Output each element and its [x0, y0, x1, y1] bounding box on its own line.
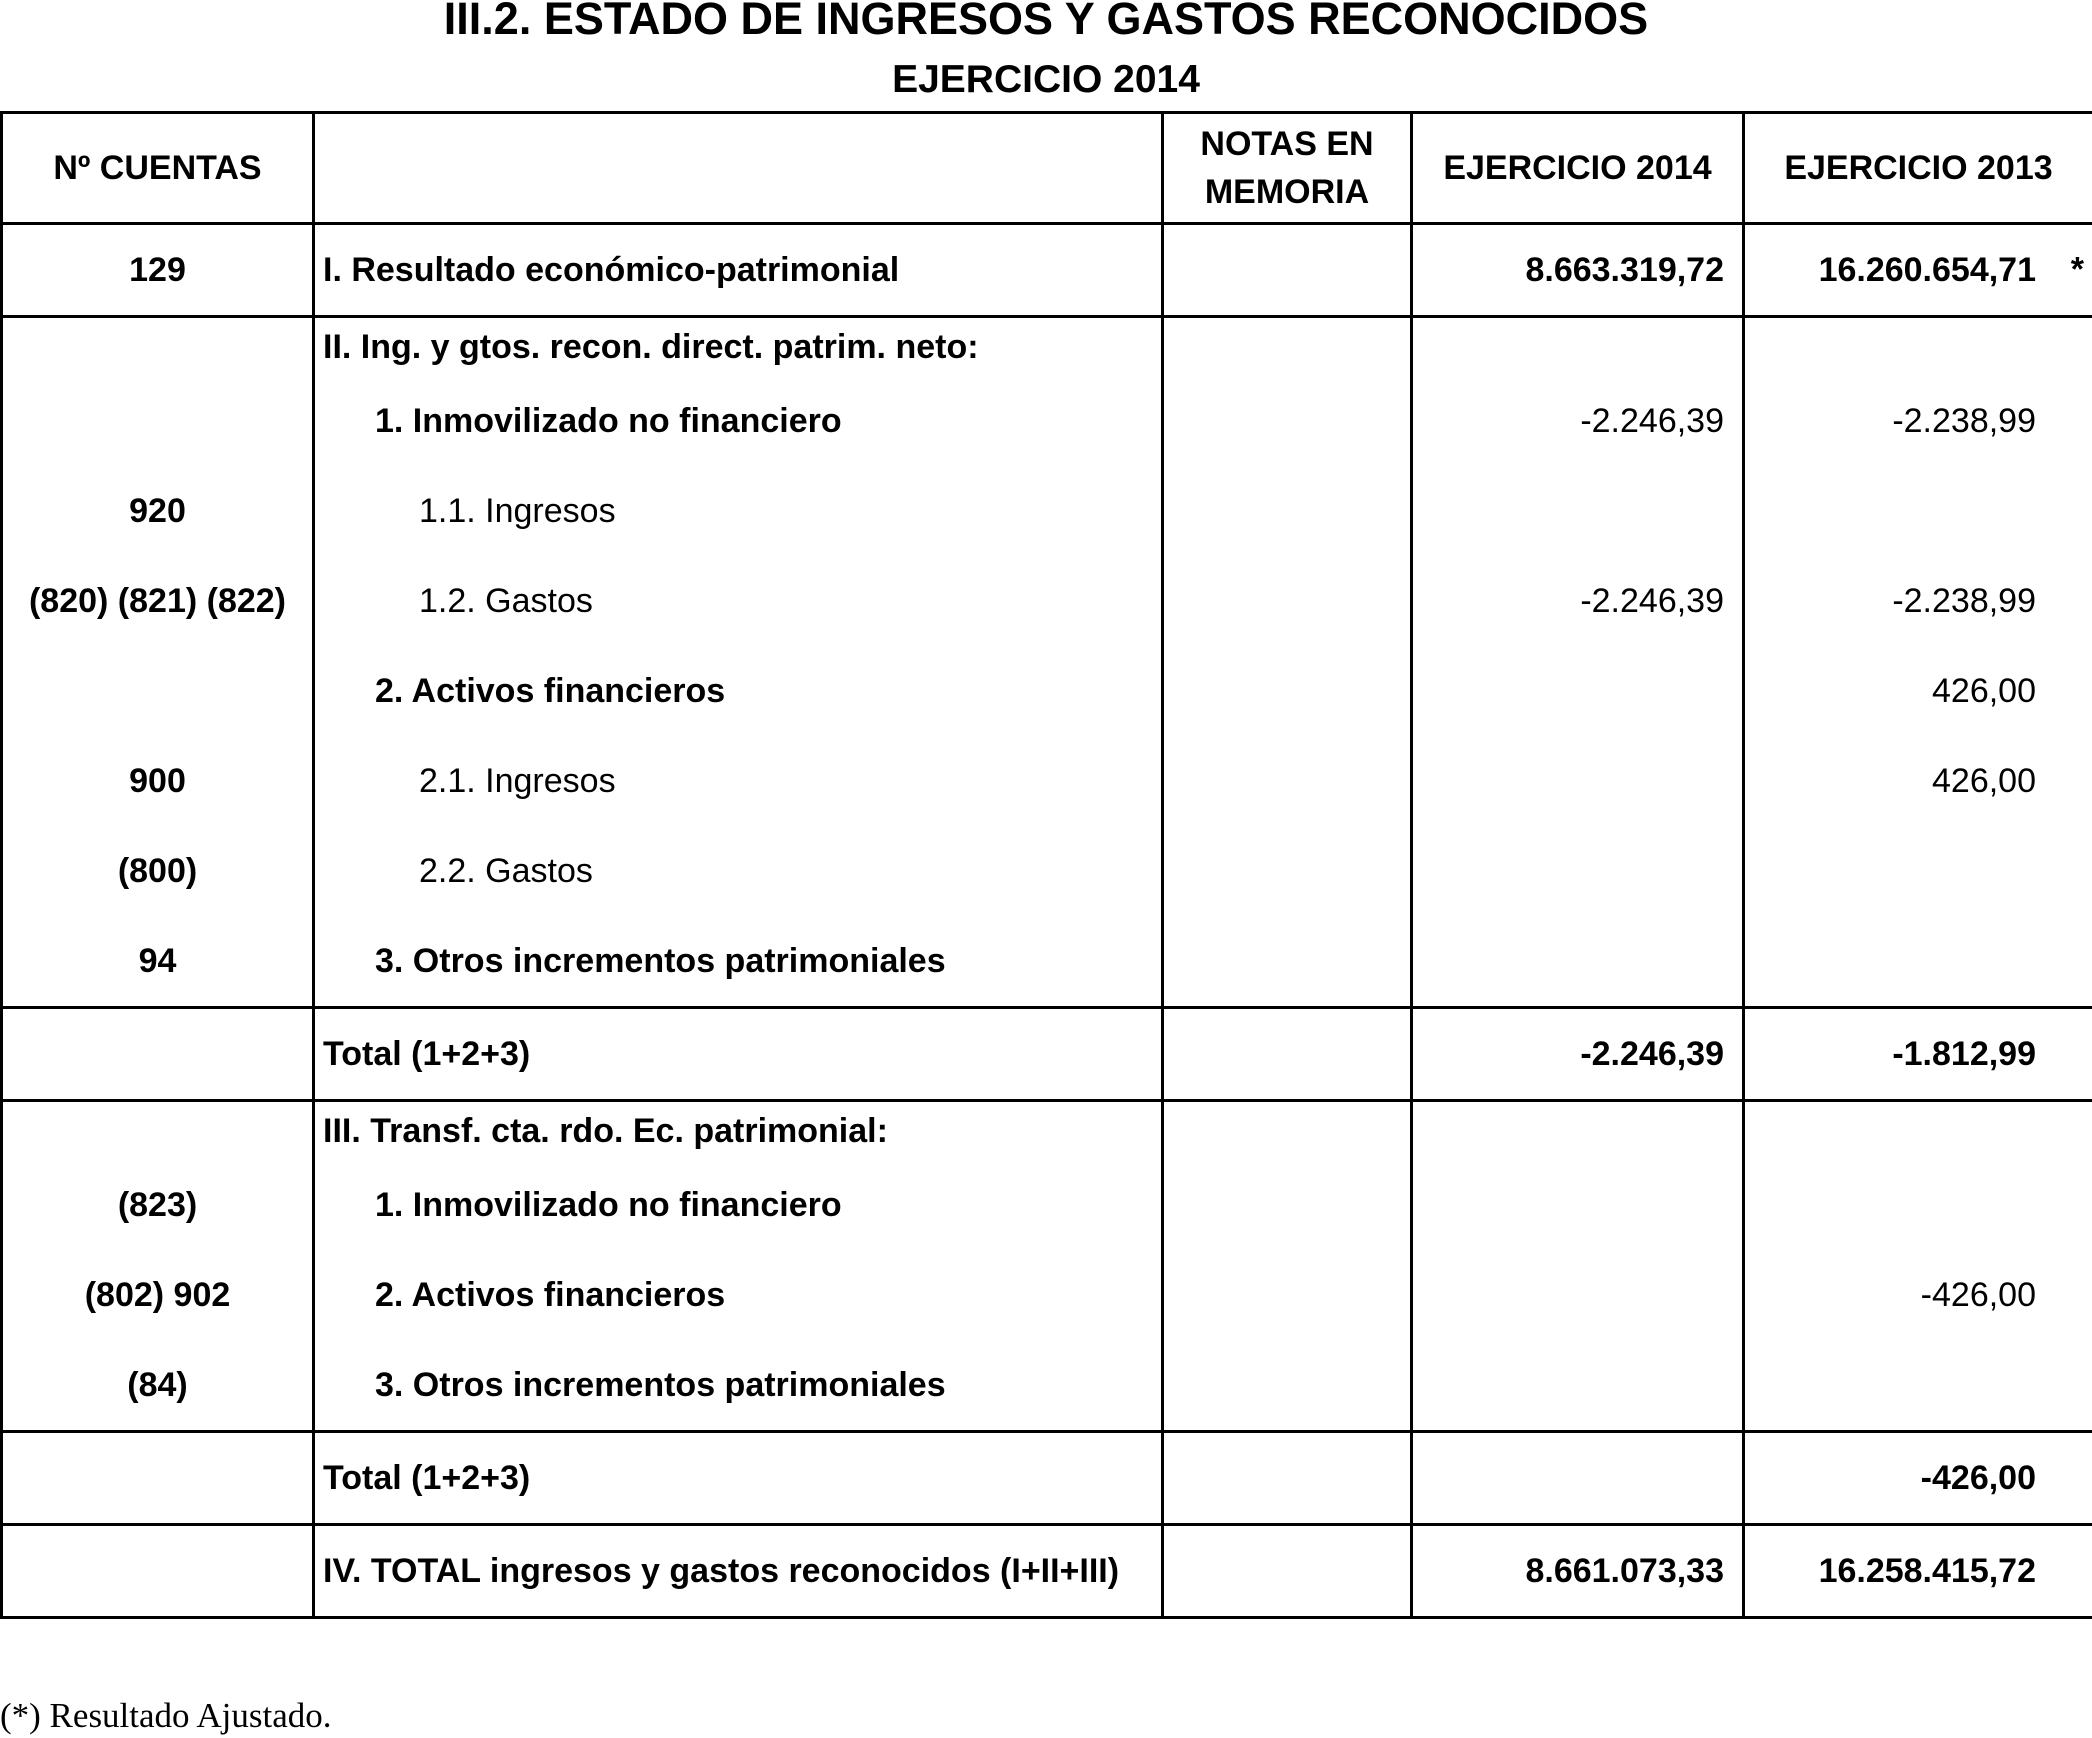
row-label: 1. Inmovilizado no financiero — [375, 402, 842, 440]
values-2013-column — [1744, 1101, 2092, 1432]
labels-column — [314, 317, 1163, 1008]
row-label: 1. Inmovilizado no financiero — [375, 1186, 842, 1224]
notes-cell — [1163, 224, 1412, 317]
header-notes — [1163, 113, 1412, 224]
value-2013-cell — [1744, 224, 2092, 317]
value-2014 — [1413, 646, 1724, 736]
value-2014 — [1413, 318, 1724, 376]
value-2013 — [1745, 1340, 2036, 1430]
account-code: 94 — [138, 942, 177, 980]
row-label: 3. Otros incrementos patrimoniales — [375, 1366, 946, 1404]
page-title: III.2. ESTADO DE INGRESOS Y GASTOS RECONOCIDOS — [443, 0, 1649, 44]
values-2014-column — [1412, 1101, 1744, 1432]
value-2013: -426,00 — [1920, 1276, 2036, 1314]
values-2013-column — [1744, 317, 2092, 1008]
value-2014 — [1413, 1250, 1724, 1340]
grand-total-label: IV. TOTAL ingresos y gastos reconocidos (I+II+III) — [314, 1525, 1163, 1618]
account-code: (84) — [127, 1366, 188, 1404]
value-2013: -2.238,99 — [1892, 582, 2036, 620]
value-2014 — [1413, 1160, 1724, 1250]
value-2013 — [1745, 466, 2036, 556]
value-2013: 426,00 — [1932, 762, 2036, 800]
labels-column — [314, 1101, 1163, 1432]
account-code — [3, 376, 312, 466]
grand-total-2013: 16.258.415,72 — [1744, 1525, 2092, 1618]
value-2014: -2.246,39 — [1580, 582, 1724, 620]
notes-cell — [1163, 1101, 1412, 1432]
total-label: Total (1+2+3) — [314, 1432, 1163, 1525]
table-row — [2, 1432, 2092, 1525]
table-row — [2, 1008, 2092, 1101]
header-accounts: Nº CUENTAS — [2, 113, 314, 224]
value-2014: -2.246,39 — [1580, 402, 1724, 440]
section-ii-group — [2, 317, 2092, 1008]
row-label: I. Resultado económico-patrimonial — [314, 224, 1163, 317]
value-2014 — [1413, 736, 1724, 826]
account-code — [2, 1008, 314, 1101]
section-heading: III. Transf. cta. rdo. Ec. patrimonial: — [323, 1112, 888, 1150]
total-2013: -1.812,99 — [1744, 1008, 2092, 1101]
page-subtitle: EJERCICIO 2014 — [892, 58, 1200, 101]
grand-total-2014: 8.661.073,33 — [1412, 1525, 1744, 1618]
value-2014 — [1413, 826, 1724, 916]
account-code — [3, 646, 312, 736]
value-2013: 16.260.654,71 — [1818, 250, 2036, 289]
header-notes-line1: NOTAS EN — [1200, 125, 1374, 163]
accounts-column — [2, 1101, 314, 1432]
value-2014: 8.663.319,72 — [1412, 224, 1744, 317]
account-code — [2, 1432, 314, 1525]
row-label: 2. Activos financieros — [375, 1276, 726, 1314]
value-2014 — [1413, 1340, 1724, 1430]
row-label: 2. Activos financieros — [375, 672, 726, 710]
account-code: 920 — [129, 492, 186, 530]
value-2013 — [1745, 826, 2036, 916]
account-code — [2, 1525, 314, 1618]
notes-cell — [1163, 1432, 1412, 1525]
value-2013 — [1745, 916, 2036, 1006]
income-expense-statement-table — [0, 111, 2092, 1619]
account-code: (802) 902 — [84, 1276, 231, 1314]
row-label: 1.1. Ingresos — [419, 492, 616, 530]
adjusted-marker: * — [2070, 250, 2084, 289]
value-2013 — [1745, 318, 2036, 376]
total-2013: -426,00 — [1744, 1432, 2092, 1525]
value-2013: -2.238,99 — [1892, 402, 2036, 440]
section-iii-group — [2, 1101, 2092, 1432]
value-2013: 426,00 — [1932, 672, 2036, 710]
accounts-column — [2, 317, 314, 1008]
account-code: 129 — [2, 224, 314, 317]
value-2014 — [1413, 916, 1724, 1006]
values-2014-column — [1412, 317, 1744, 1008]
account-code — [3, 318, 312, 376]
account-code: 900 — [129, 762, 186, 800]
account-code: (800) — [117, 852, 198, 890]
row-label: 2.1. Ingresos — [419, 762, 616, 800]
table-row — [2, 224, 2092, 317]
value-2013 — [1745, 1160, 2036, 1250]
table-row — [2, 1525, 2092, 1618]
account-code: (823) — [117, 1186, 198, 1224]
account-code — [3, 1102, 312, 1160]
header-description — [314, 113, 1163, 224]
row-label: 1.2. Gastos — [419, 582, 593, 620]
value-2013 — [1745, 1102, 2036, 1160]
header-year-2014: EJERCICIO 2014 — [1412, 113, 1744, 224]
notes-cell — [1163, 1008, 1412, 1101]
value-2014 — [1413, 1102, 1724, 1160]
footnote: (*) Resultado Ajustado. — [0, 1696, 332, 1735]
total-2014 — [1412, 1432, 1744, 1525]
value-2014 — [1413, 466, 1724, 556]
row-label: 3. Otros incrementos patrimoniales — [375, 942, 946, 980]
header-notes-line2: MEMORIA — [1204, 173, 1370, 211]
header-year-2013: EJERCICIO 2013 — [1744, 113, 2092, 224]
total-label: Total (1+2+3) — [314, 1008, 1163, 1101]
notes-cell — [1163, 317, 1412, 1008]
notes-cell — [1163, 1525, 1412, 1618]
total-2014: -2.246,39 — [1412, 1008, 1744, 1101]
account-code: (820) (821) (822) — [28, 582, 286, 620]
row-label: 2.2. Gastos — [419, 852, 593, 890]
table-header-row — [2, 113, 2092, 224]
section-heading: II. Ing. y gtos. recon. direct. patrim. neto: — [323, 328, 979, 366]
